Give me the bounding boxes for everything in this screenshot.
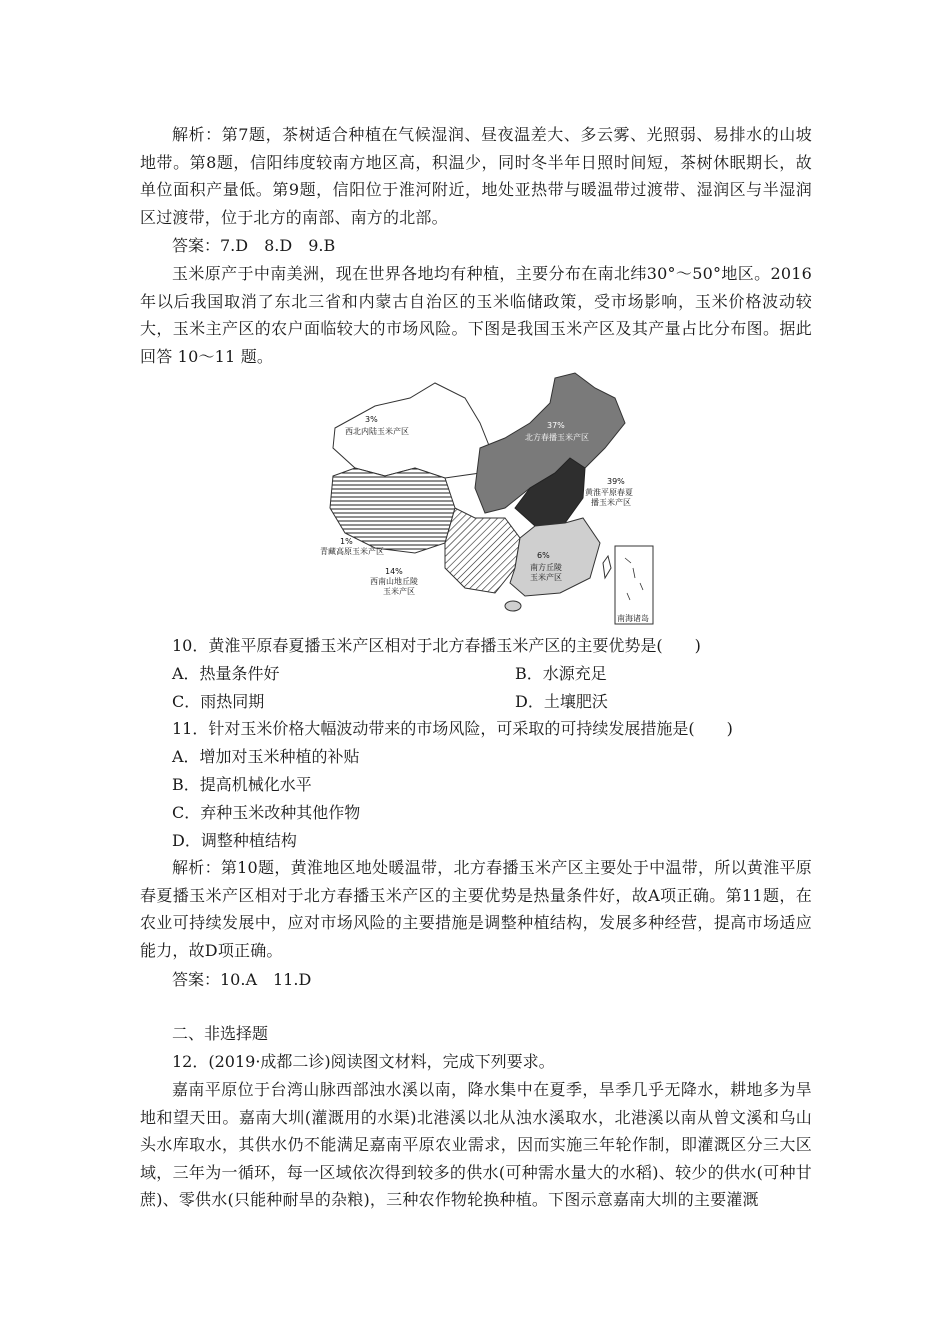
q11-option-b: B．提高机械化水平	[172, 775, 312, 794]
q12-material-paragraph: 嘉南平原位于台湾山脉西部浊水溪以南，降水集中在夏季，旱季几乎无降水，耕地多为旱地和望天田。嘉南大圳(灌溉用的水渠)北港溪以北从浊水溪取水，北港溪以南从曾文溪和乌山头水库取水，其供水仍不能满足嘉南平原农业需求，因而实施三年轮作制，即灌溉区分三大区域，三年为一循环，每一区域依次得到较多的供水(可种需水量大的水稻)、较少的供水(可种甘蔗)、零供水(只能种耐旱的杂粮)，三种农作物轮换种植。下图示意嘉南大圳的主要灌溉	[140, 1080, 812, 1209]
label-southwest-2: 玉米产区	[383, 587, 415, 596]
region-south-hills	[510, 518, 600, 596]
answer-7-9: 答案：7.D 8.D 9.B	[172, 236, 336, 255]
q10-option-b: B．水源充足	[515, 664, 607, 683]
label-huanghuai-2: 播玉米产区	[591, 498, 631, 507]
label-qinghai-tibet: 青藏高原玉米产区	[320, 547, 384, 556]
analysis-paragraph-10-11: 解析：第10题，黄淮地区地处暖温带，北方春播玉米产区主要处于中温带，所以黄淮平原春夏播玉米产区相对于北方春播玉米产区的主要优势是热量条件好，故A项正确。第11题，在农业可持续发展中，应对市场风险的主要措施是调整种植结构，发展多种经营，提高市场适应能力，故D项正确。	[140, 858, 812, 960]
q11-option-a: A．增加对玉米种植的补贴	[172, 747, 360, 766]
q11-stem: 11．针对玉米价格大幅波动带来的市场风险，可采取的可持续发展措施是( )	[172, 719, 733, 738]
label-south-hills-1: 南方丘陵	[530, 563, 562, 572]
q12-stem: 12．(2019·成都二诊)阅读图文材料，完成下列要求。	[172, 1052, 555, 1071]
hainan-island	[505, 601, 521, 611]
inset-label: 南海诸岛	[617, 614, 649, 623]
section-heading: 二、非选择题	[172, 1024, 269, 1043]
label-north-spring: 北方春播玉米产区	[525, 433, 589, 442]
pct-qinghai-tibet: 1%	[340, 537, 353, 546]
region-southwest	[445, 508, 520, 593]
q10-option-d: D．土壤肥沃	[515, 692, 608, 711]
q11-option-c: C．弃种玉米改种其他作物	[172, 803, 361, 822]
q10-option-c: C．雨热同期	[172, 692, 265, 711]
taiwan-island	[603, 556, 611, 578]
south-china-sea-inset	[615, 546, 653, 624]
pct-north-spring: 37%	[547, 421, 565, 430]
pct-south-hills: 6%	[537, 551, 550, 560]
label-southwest-1: 西南山地丘陵	[370, 577, 418, 586]
pct-southwest: 14%	[385, 567, 403, 576]
label-south-hills-2: 玉米产区	[530, 573, 562, 582]
answer-10-11: 答案：10.A 11.D	[172, 970, 312, 989]
china-corn-region-map	[315, 368, 657, 628]
intro-paragraph: 玉米原产于中南美洲，现在世界各地均有种植，主要分布在南北纬30°～50°地区。2016年以后我国取消了东北三省和内蒙古自治区的玉米临储政策，受市场影响，玉米价格波动较大，玉米主产区的农户面临较大的市场风险。下图是我国玉米产区及其产量占比分布图。据此回答 10～11 题。	[140, 264, 812, 366]
q10-stem: 10．黄淮平原春夏播玉米产区相对于北方春播玉米产区的主要优势是( )	[172, 636, 701, 655]
pct-huanghuai: 39%	[607, 477, 625, 486]
q10-option-a: A．热量条件好	[172, 664, 280, 683]
analysis-paragraph-7-9: 解析：第7题，茶树适合种植在气候湿润、昼夜温差大、多云雾、光照弱、易排水的山坡地带。第8题，信阳纬度较南方地区高，积温少，同时冬半年日照时间短，茶树休眠期长，故单位面积产量低。第9题，信阳位于淮河附近，地处亚热带与暖温带过渡带、湿润区与半湿润区过渡带，位于北方的南部、南方的北部。	[140, 125, 812, 227]
pct-northwest: 3%	[365, 415, 378, 424]
label-northwest: 西北内陆玉米产区	[345, 427, 409, 436]
q11-option-d: D．调整种植结构	[172, 831, 297, 850]
label-huanghuai-1: 黄淮平原春夏	[585, 488, 633, 497]
